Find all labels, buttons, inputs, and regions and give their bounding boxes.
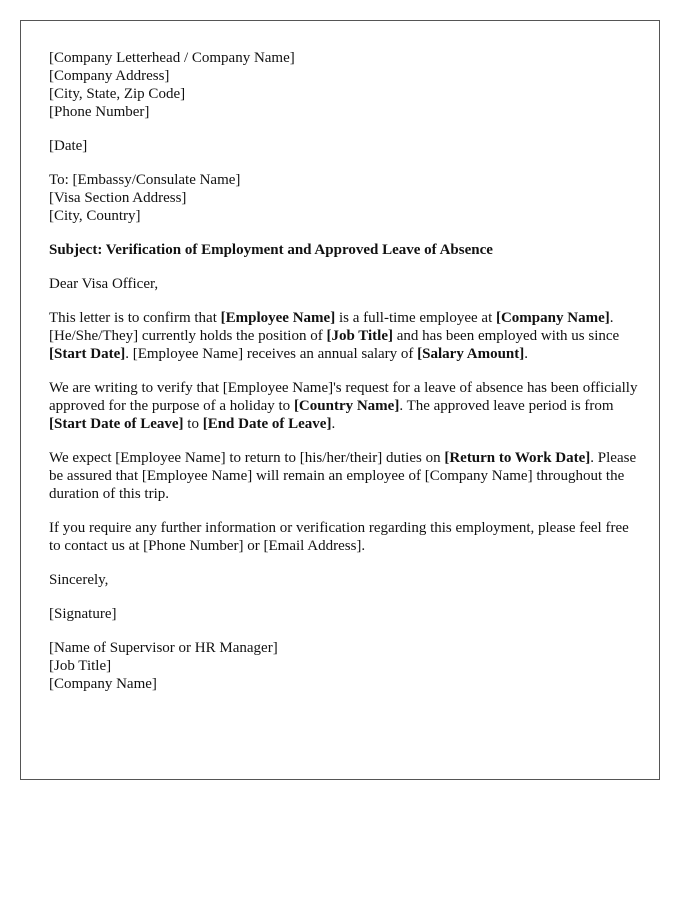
recipient-address: [Visa Section Address]: [49, 190, 187, 206]
p3-text-1: We expect [Employee Name] to return to [his/her/their] duties on: [49, 450, 445, 466]
p1-start-date: [Start Date]: [49, 346, 126, 362]
p1-text-4: and has been employed with us since: [393, 328, 620, 344]
paragraph-employment: [49, 309, 639, 363]
p2-leave-end: [End Date of Leave]: [202, 416, 332, 432]
signer-name: [Name of Supervisor or HR Manager]: [49, 640, 278, 656]
signer-company: [Company Name]: [49, 676, 157, 692]
p2-text-4: .: [331, 416, 336, 432]
letter-date: [Date]: [49, 138, 88, 154]
sender-block: [49, 49, 639, 121]
letter-page: [20, 20, 660, 780]
p1-job-title: [Job Title]: [326, 328, 393, 344]
p3-return-date: [Return to Work Date]: [444, 450, 591, 466]
signature-block: [49, 605, 639, 623]
recipient-block: [49, 171, 639, 225]
sender-phone: [Phone Number]: [49, 104, 150, 120]
p2-country-name: [Country Name]: [293, 398, 400, 414]
paragraph-return: [49, 449, 639, 503]
p2-text-3: to: [183, 416, 203, 432]
p1-text-1: This letter is to confirm that: [49, 310, 221, 326]
p2-leave-start: [Start Date of Leave]: [49, 416, 184, 432]
p3-text-2: . Please be assured that [Employee Name] will remain an employee of [Company Name] throughout the duration of this trip.: [49, 450, 637, 502]
signer-block: [49, 639, 639, 693]
letter-content: [49, 49, 639, 709]
p1-text-3: . [He/She/They] currently holds the position of: [49, 310, 614, 344]
p2-text-2: . The approved leave period is from: [399, 398, 614, 414]
salutation-block: [49, 275, 639, 293]
p1-company-name: [Company Name]: [495, 310, 610, 326]
p1-text-6: .: [524, 346, 529, 362]
recipient-name: To: [Embassy/Consulate Name]: [49, 172, 241, 188]
signature: [Signature]: [49, 606, 117, 622]
closing: Sincerely,: [49, 572, 109, 588]
p1-text-2: is a full-time employee at: [335, 310, 496, 326]
p1-salary-amount: [Salary Amount]: [417, 346, 525, 362]
closing-block: [49, 571, 639, 589]
paragraph-leave: [49, 379, 639, 433]
paragraph-contact: If you require any further information or verification regarding this employment, please feel free to contact us at [Phone Number] or [Email Address].: [49, 520, 629, 554]
sender-city-state-zip: [City, State, Zip Code]: [49, 86, 186, 102]
p1-text-5: . [Employee Name] receives an annual salary of: [125, 346, 418, 362]
salutation: Dear Visa Officer,: [49, 276, 159, 292]
sender-company-name: [Company Letterhead / Company Name]: [49, 50, 295, 66]
p1-employee-name: [Employee Name]: [220, 310, 336, 326]
recipient-city-country: [City, Country]: [49, 208, 141, 224]
letter-subject: Subject: Verification of Employment and Approved Leave of Absence: [49, 242, 493, 258]
signer-title: [Job Title]: [49, 658, 112, 674]
sender-address: [Company Address]: [49, 68, 170, 84]
p2-text-1: We are writing to verify that [Employee Name]'s request for a leave of absence has been officially approved for the purpose of a holiday to: [49, 380, 638, 414]
date-block: [49, 137, 639, 155]
subject-block: [49, 241, 639, 259]
